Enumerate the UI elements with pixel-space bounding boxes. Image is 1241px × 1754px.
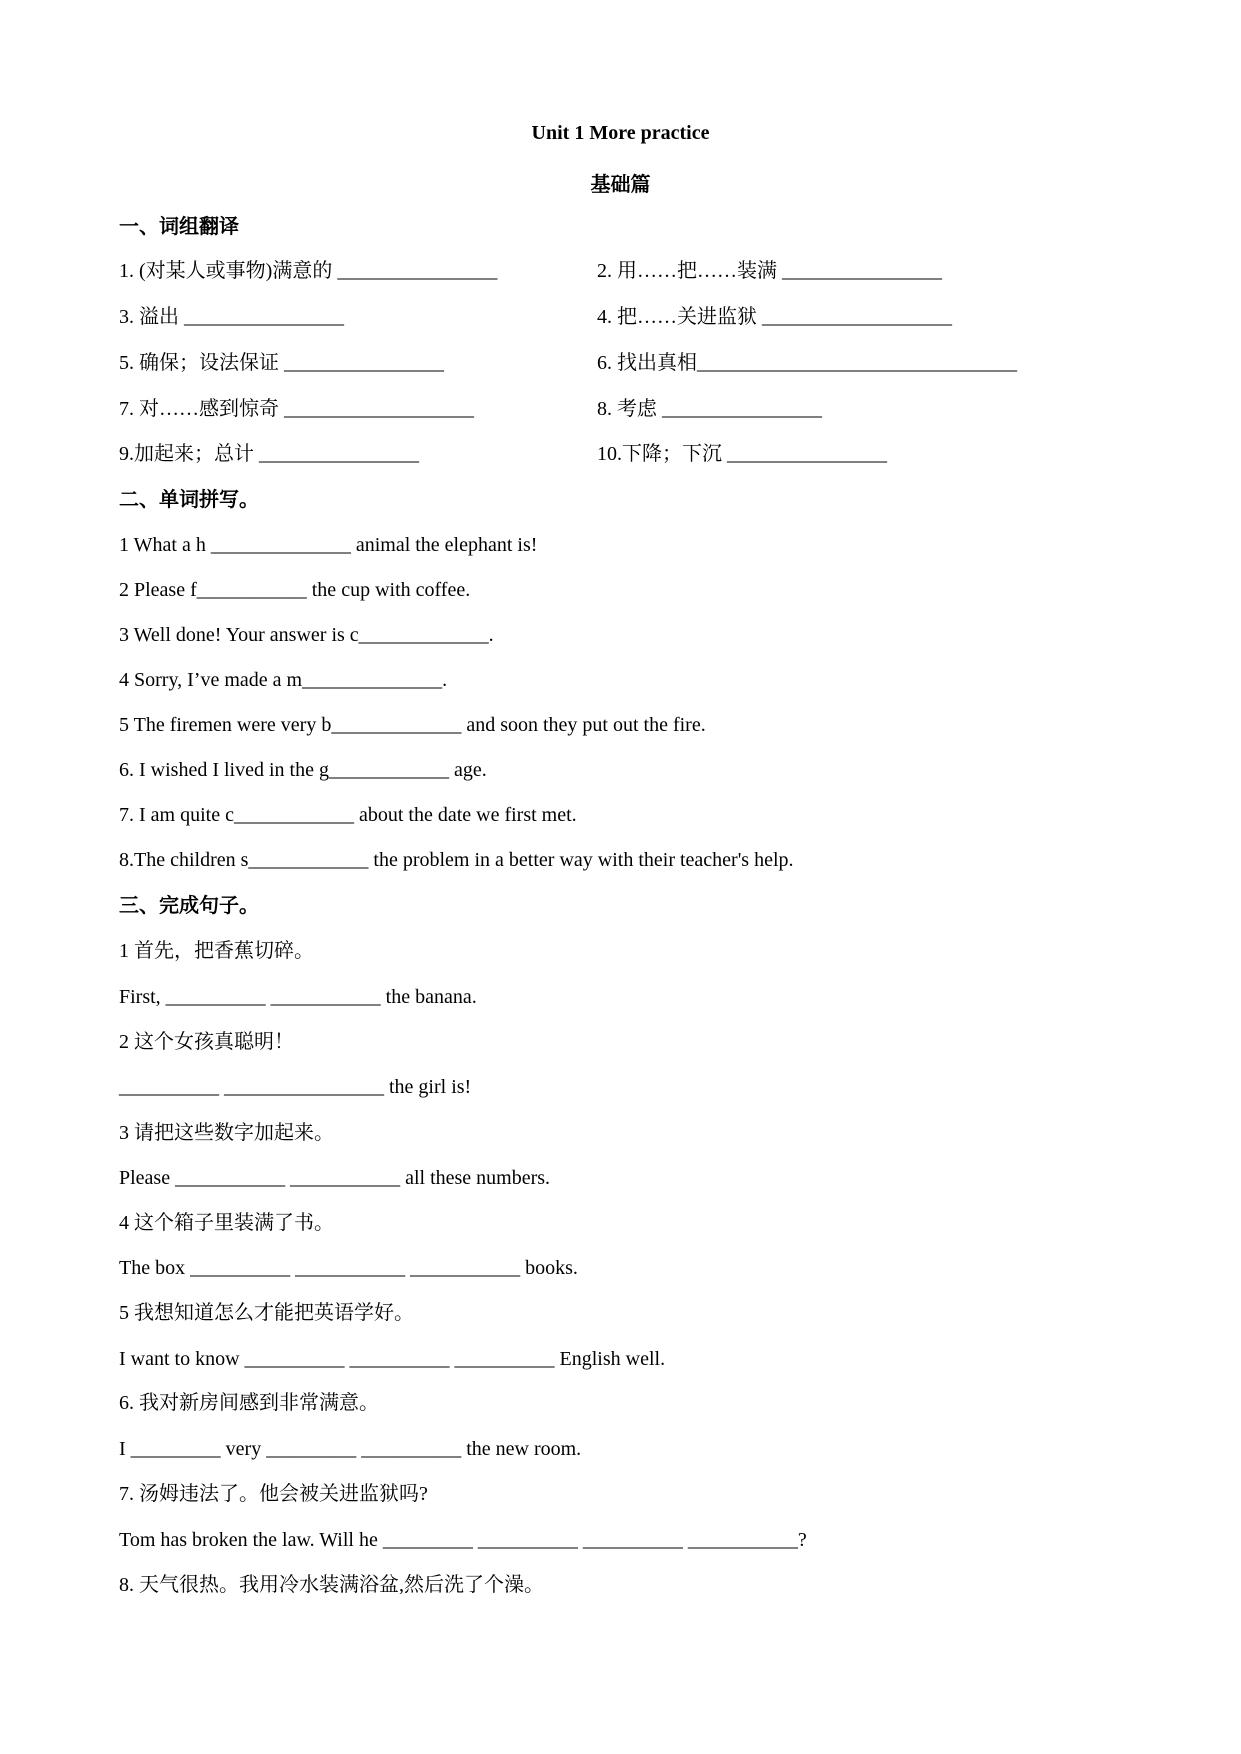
sentence-prompt: 5 我想知道怎么才能把英语学好。 — [119, 1302, 414, 1324]
phrase-item: 3. 溢出 ________________ — [119, 306, 344, 328]
page-subtitle: 基础篇 — [590, 174, 651, 196]
spelling-item: 1 What a h ______________ animal the elephant is! — [119, 534, 538, 556]
phrase-item: 7. 对……感到惊奇 ___________________ — [119, 398, 474, 420]
sentence-answer: First, __________ ___________ the banana. — [119, 986, 477, 1008]
phrase-item: 4. 把……关进监狱 ___________________ — [597, 306, 952, 328]
spelling-item: 8.The children s____________ the problem in a better way with their teacher's help. — [119, 849, 794, 871]
section-heading-word-spelling: 二、单词拼写。 — [119, 489, 259, 511]
spelling-item: 3 Well done! Your answer is c_____________. — [119, 624, 494, 646]
phrase-item: 1. (对某人或事物)满意的 ________________ — [119, 260, 498, 282]
spelling-item: 5 The firemen were very b_____________ and soon they put out the fire. — [119, 714, 706, 736]
sentence-answer: I want to know __________ __________ __________ English well. — [119, 1348, 666, 1370]
sentence-prompt: 2 这个女孩真聪明！ — [119, 1031, 294, 1053]
sentence-answer: I _________ very _________ __________ the new room. — [119, 1438, 582, 1460]
sentence-prompt: 4 这个箱子里装满了书。 — [119, 1212, 334, 1234]
phrase-item: 8. 考虑 ________________ — [597, 398, 822, 420]
sentence-answer: __________ ________________ the girl is! — [119, 1076, 472, 1098]
phrase-item: 2. 用……把……装满 ________________ — [597, 260, 942, 282]
sentence-prompt: 6. 我对新房间感到非常满意。 — [119, 1392, 379, 1414]
sentence-prompt: 1 首先，把香蕉切碎。 — [119, 940, 314, 962]
sentence-answer: The box __________ ___________ ___________ books. — [119, 1257, 578, 1279]
sentence-answer: Please ___________ ___________ all these numbers. — [119, 1167, 551, 1189]
sentence-prompt: 3 请把这些数字加起来。 — [119, 1122, 334, 1144]
phrase-item: 10.下降；下沉 ________________ — [597, 443, 887, 465]
phrase-item: 6. 找出真相________________________________ — [597, 352, 1017, 374]
page-title: Unit 1 More practice — [531, 122, 710, 144]
phrase-item: 5. 确保；设法保证 ________________ — [119, 352, 444, 374]
section-heading-phrase-translation: 一、词组翻译 — [119, 216, 239, 238]
phrase-item: 9.加起来；总计 ________________ — [119, 443, 419, 465]
sentence-prompt: 7. 汤姆违法了。他会被关进监狱吗? — [119, 1483, 428, 1505]
section-heading-complete-sentences: 三、完成句子。 — [119, 895, 259, 917]
sentence-answer: Tom has broken the law. Will he _________ __________ __________ ___________? — [119, 1529, 807, 1551]
spelling-item: 7. I am quite c____________ about the date we first met. — [119, 804, 577, 826]
spelling-item: 6. I wished I lived in the g____________ age. — [119, 759, 487, 781]
spelling-item: 4 Sorry, I’ve made a m______________. — [119, 669, 448, 691]
sentence-prompt: 8. 天气很热。我用冷水装满浴盆,然后洗了个澡。 — [119, 1574, 544, 1596]
spelling-item: 2 Please f___________ the cup with coffee. — [119, 579, 471, 601]
